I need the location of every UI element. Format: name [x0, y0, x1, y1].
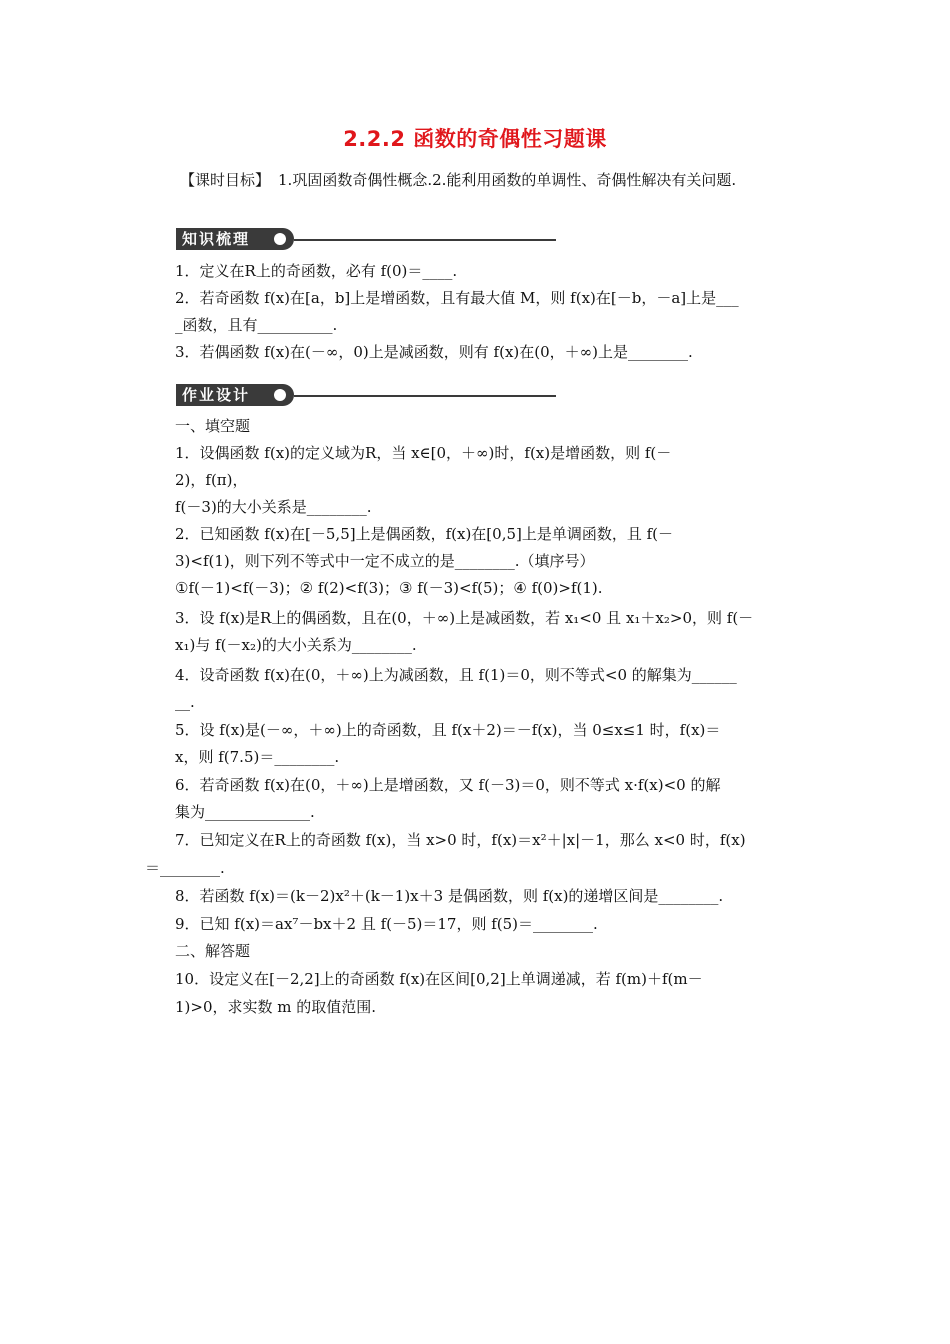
- homework-line: 7．已知定义在R上的奇函数 f(x)，当 x>0 时，f(x)＝x²＋|x|－1，那么 x<0 时，f(x): [175, 831, 746, 849]
- homework-line: x，则 f(7.5)＝________.: [175, 748, 340, 766]
- homework-line: 6．若奇函数 f(x)在(0，＋∞)上是增函数，又 f(－3)＝0，则不等式 x·f(x)<0 的解: [175, 776, 721, 794]
- lesson-goals: [180, 169, 736, 190]
- homework-line: __.: [175, 693, 195, 711]
- homework-line: f(－3)的大小关系是________.: [175, 498, 372, 516]
- bullet-dot-icon: [274, 389, 286, 401]
- homework-line: 1)>0，求实数 m 的取值范围.: [175, 998, 377, 1016]
- section-badge: 作业设计: [176, 384, 294, 406]
- homework-line: 8．若函数 f(x)＝(k－2)x²＋(k－1)x＋3 是偶函数，则 f(x)的递增区间是________.: [175, 887, 724, 905]
- page-title: 2.2.2 函数的奇偶性习题课: [343, 127, 607, 151]
- homework-line: 二、解答题: [175, 942, 251, 960]
- homework-line: 1．设偶函数 f(x)的定义域为R，当 x∈[0，＋∞)时，f(x)是增函数，则 f(－: [175, 444, 672, 462]
- homework-line: ＝________.: [145, 859, 225, 877]
- knowledge-line: _函数，且有__________.: [175, 316, 338, 334]
- homework-line: x₁)与 f(－x₂)的大小关系为________.: [175, 636, 417, 654]
- section-badge: 知识梳理: [176, 228, 294, 250]
- homework-line: 5．设 f(x)是(－∞，＋∞)上的奇函数，且 f(x＋2)＝－f(x)，当 0≤x≤1 时，f(x)＝: [175, 721, 721, 739]
- homework-line: 2．已知函数 f(x)在[－5,5]上是偶函数，f(x)在[0,5]上是单调函数，且 f(－: [175, 525, 674, 543]
- knowledge-line: 1．定义在R上的奇函数，必有 f(0)＝____.: [175, 262, 458, 280]
- homework-line: ①f(－1)<f(－3)；② f(2)<f(3)；③ f(－3)<f(5)；④ f(0)>f(1).: [175, 579, 603, 597]
- knowledge-line: 2．若奇函数 f(x)在[a，b]上是增函数，且有最大值 M，则 f(x)在[－b，－a]上是___: [175, 289, 739, 307]
- homework-line: 一、填空题: [175, 417, 251, 435]
- homework-line: 10．设定义在[－2,2]上的奇函数 f(x)在区间[0,2]上单调递减，若 f(m)＋f(m－: [175, 970, 703, 988]
- homework-line: 4．设奇函数 f(x)在(0，＋∞)上为减函数，且 f(1)＝0，则不等式<0 的解集为______: [175, 666, 737, 684]
- section-rule: [294, 239, 556, 241]
- section-rule: [294, 395, 556, 397]
- homework-line: 2)，f(π)，: [175, 471, 248, 489]
- homework-line: 3)<f(1)，则下列不等式中一定不成立的是________.（填序号）: [175, 552, 595, 570]
- bullet-dot-icon: [274, 233, 286, 245]
- homework-line: 9．已知 f(x)＝ax⁷－bx＋2 且 f(－5)＝17，则 f(5)＝________.: [175, 915, 598, 933]
- lesson-goals-text: 1.巩固函数奇偶性概念.2.能利用函数的单调性、奇偶性解决有关问题.: [278, 171, 737, 189]
- lesson-goals-tag: 【课时目标】: [180, 171, 271, 189]
- homework-line: 3．设 f(x)是R上的偶函数，且在(0，＋∞)上是减函数，若 x₁<0 且 x₁＋x₂>0，则 f(－: [175, 609, 754, 627]
- knowledge-line: 3．若偶函数 f(x)在(－∞，0)上是减函数，则有 f(x)在(0，＋∞)上是________.: [175, 343, 693, 361]
- homework-line: 集为______________.: [175, 803, 315, 821]
